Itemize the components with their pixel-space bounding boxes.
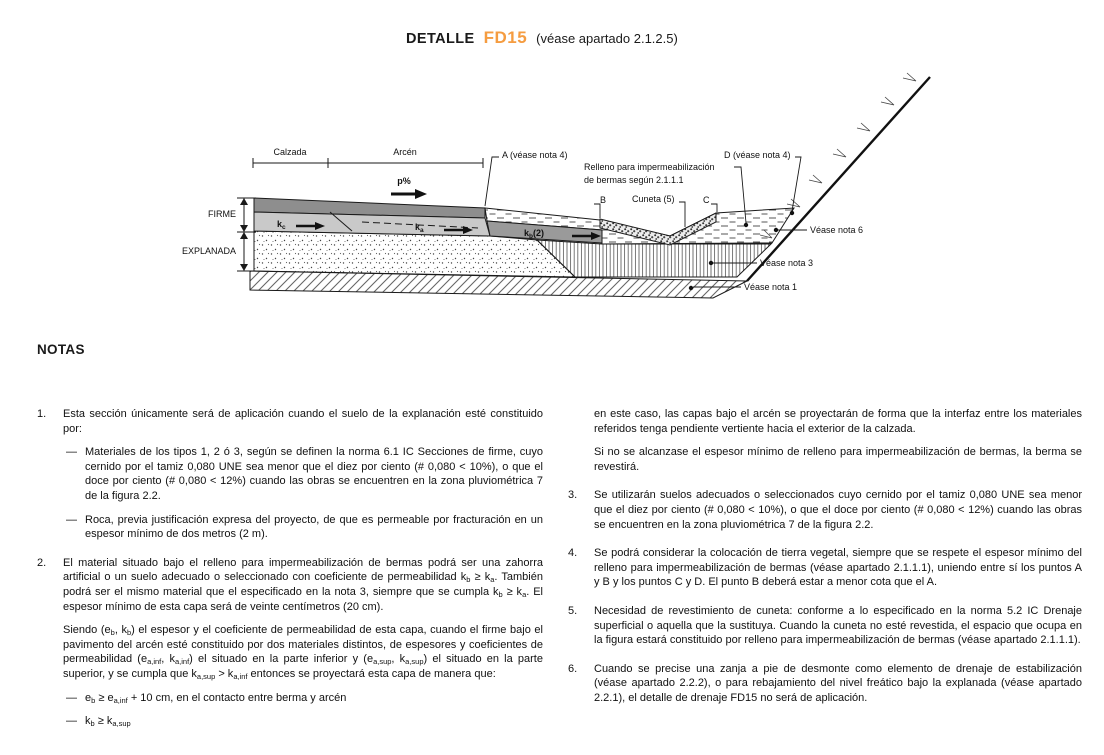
leader-point-a: [485, 157, 499, 206]
bullet-dash: —: [66, 446, 77, 459]
note-paragraph: El material situado bajo el relleno para impermeabilización de bermas podrá ser una zahorra artificial o un suelo adecuado o seleccionado con coeficiente de permeabilidad $k_b \ge k_a$. También podrá ser el mismo material que el especificado en la nota 3, siempre que se cumpla $k_b \ge k_a$. El espesor mínimo de esta capa será de veinte centímetros (20 cm).: [63, 556, 543, 613]
nota3-material-region: [537, 240, 771, 277]
bullet-dash: —: [66, 691, 77, 704]
kb-label: $k_b(2)$: [524, 228, 544, 240]
bullet-text: Materiales de los tipos 1, 2 ó 3, según se definen la norma 6.1 IC Secciones de firme, cuyo cernido por el tamiz 0,080 UNE sea menor que el diez por ciento (# 0,080 < 10%), o que el doce por ciento (# 0,080 < 12%) cuando las obras se encuentren en la zona pluviométrica 7 de la figura 2.2.: [85, 446, 543, 502]
note-paragraph: Se utilizarán suelos adecuados o seleccionados cuyo cernido por el tamiz 0,080 UNE sea menor que el diez por ciento (# 0,080 < 10%), o que el doce por ciento (# 0,080 < 12%) cuando las obras se encuentren en la zona pluviométrica 7 de la figura 2.2.: [594, 489, 1082, 531]
note-3: [568, 488, 1082, 541]
ka-label: $k_a$: [415, 222, 424, 234]
cuneta-label: Cuneta (5): [632, 194, 675, 204]
point-c-label: C: [703, 195, 710, 205]
point-d-label: D (véase nota 4): [724, 150, 791, 160]
firme-label: FIRME: [208, 209, 236, 219]
note-paragraph: Necesidad de revestimiento de cuneta: conforme a lo especificado en la norma 5.2 IC Drenaje superficial o aquella que la sustituya. Cuando la cuneta no esté revestida, el espacio que ocupa en la figura estará constituido por relleno para impermeabilización de bermas (véase apartado 2.1.1.1).: [594, 604, 1082, 647]
title-detail-code: FD15: [483, 28, 528, 47]
note-paragraph: Esta sección únicamente será de aplicación cuando el suelo de la explanación esté constituido por:: [63, 408, 543, 435]
width-dimension-line: [253, 158, 483, 168]
leader-cuneta: [679, 202, 685, 227]
slope-percent-label: p%: [397, 176, 411, 186]
note-bullet: [63, 714, 543, 729]
relleno-label-line2: de bermas según 2.1.1.1: [584, 175, 684, 185]
note-paragraph: en este caso, las capas bajo el arcén se proyectarán de forma que la interfaz entre los materiales referidos tenga pendiente vertiente hacia el exterior de la calzada.: [594, 408, 1082, 435]
note-number: 2.: [37, 556, 47, 569]
note-4: [568, 546, 1082, 599]
note-number: 6.: [568, 662, 578, 675]
note-paragraph: Si no se alcanzase el espesor mínimo de relleno para impermeabilización de bermas, la berma se revestirá.: [594, 446, 1082, 473]
desmonte-slope-line: [747, 77, 930, 281]
bullet-dash: —: [66, 715, 77, 728]
kc-label: $k_c$: [277, 219, 286, 231]
note-number: [568, 407, 594, 483]
note-paragraph: Cuando se precise una zanja a pie de desmonte como elemento de drenaje de estabilización (véase apartado 2.2.2), o para rebajamiento del nivel freático bajo la explanada (véase apartado 2.2.1), el detalle de drenaje FD15 no será de aplicación.: [594, 662, 1082, 704]
note-paragraph: Se podrá considerar la colocación de tierra vegetal, siempre que se respete el espesor mínimo del relleno para impermeabilización de bermas (véase apartado 2.1.1.1), uniendo entre sí los puntos A y B y los puntos C y D. El punto B deberá estar a menor cota que el A.: [594, 547, 1082, 589]
bullet-dash: —: [66, 513, 77, 526]
diagram-canvas: [0, 0, 1104, 335]
dim-label-arcen: Arcén: [393, 147, 417, 157]
leader-point-d: [792, 157, 801, 211]
note-bullet: [63, 513, 543, 542]
bullet-text: $k_b \ge k_{a,sup}$: [85, 715, 131, 729]
bullet-text: $e_b \ge e_{a,inf} + 10$ cm, en el contacto entre berma y arcén: [85, 691, 347, 705]
layer-depth-brackets: [237, 198, 256, 271]
note-6: [568, 662, 1082, 715]
title-reference: (véase apartado 2.1.2.5): [536, 31, 678, 46]
leader-point-c: [711, 204, 717, 212]
note-bullet: [63, 691, 543, 706]
notes-left-column: [37, 407, 543, 743]
dim-label-calzada: Calzada: [273, 147, 307, 157]
leader-point-b: [594, 204, 600, 218]
point-b-label: B: [600, 195, 607, 205]
note-5: [568, 604, 1082, 657]
explanada-label: EXPLANADA: [181, 246, 236, 256]
bullet-text: Roca, previa justificación expresa del proyecto, de que es permeable por fracturación en un espesor mínimo de dos metros (2 m).: [85, 513, 543, 541]
vease-nota1-label: Véase nota 1: [744, 282, 798, 292]
note-bullet: [63, 445, 543, 503]
relleno-label-line1: Relleno para impermeabilización: [584, 162, 715, 172]
note-2-continuation: [568, 407, 1082, 483]
vease-nota3-label: Véase nota 3: [760, 258, 814, 268]
point-a-label: A (véase nota 4): [502, 150, 568, 160]
notes-right-column: [568, 407, 1082, 720]
vease-nota6-label: Véase nota 6: [810, 225, 864, 235]
note-number: 3.: [568, 489, 578, 502]
cross-section-diagram: [0, 0, 1104, 335]
notes-heading: NOTAS: [37, 342, 85, 357]
title-prefix: DETALLE: [406, 31, 475, 47]
note-1: [37, 407, 543, 551]
note-2: [37, 556, 543, 738]
note-number: 5.: [568, 604, 578, 617]
note-paragraph: Siendo ($e_b$, $k_b$) el espesor y el coeficiente de permeabilidad de esta capa, cuando el firme bajo el pavimento del arcén esté constituido por dos materiales distintos, de espesores y coeficientes de permeabilidad ($e_{a,inf}$, $k_{a,inf}$) el situado en la parte inferior y ($e_{a,sup}$, $k_{a,sup}$) el situado en la parte superior, y se cumpla que $k_{a,sup} > k_{a,inf}$ entonces se proyectará esta capa de manera que:: [63, 624, 543, 681]
note-number: 1.: [37, 408, 47, 420]
note-number: 4.: [568, 547, 578, 560]
